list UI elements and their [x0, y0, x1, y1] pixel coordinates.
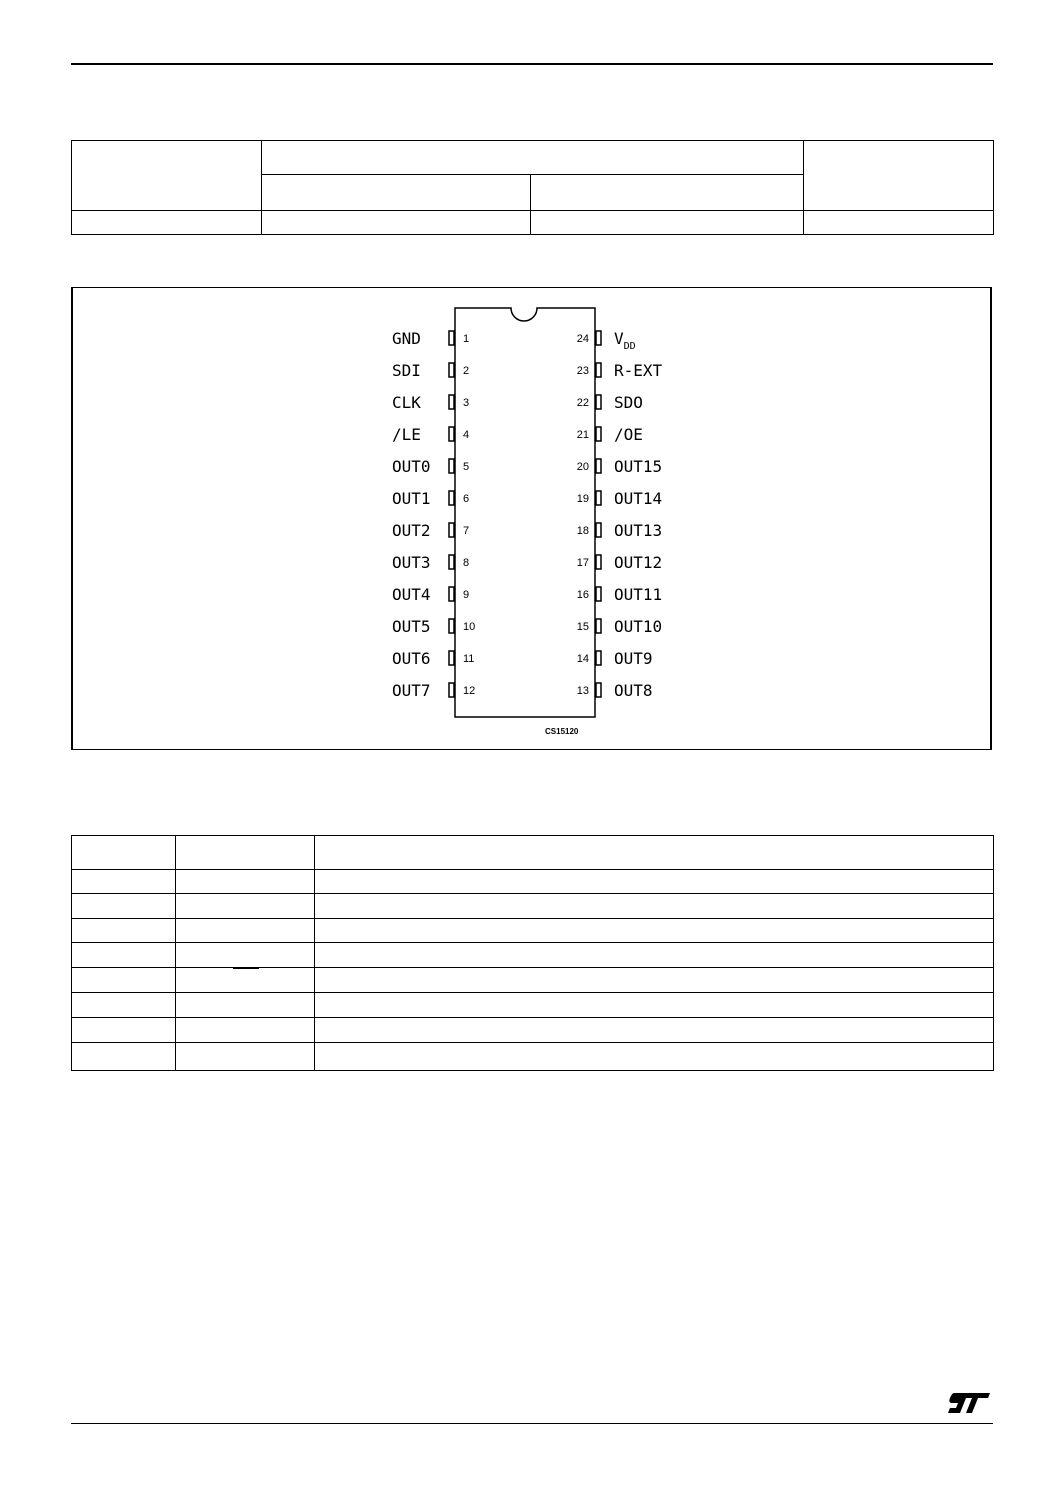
pin-number-label: 7 [463, 525, 470, 537]
overline-mark [233, 967, 259, 969]
pin-lead [596, 395, 601, 409]
table-cell [315, 894, 994, 919]
table-cell [315, 1018, 994, 1043]
pin-11 [392, 649, 474, 668]
table-cell [72, 1018, 176, 1043]
pin-3 [392, 393, 469, 412]
pin-5 [392, 457, 469, 476]
pin-12 [392, 681, 475, 700]
pin-18 [577, 521, 662, 540]
pin-number-label: 13 [576, 685, 589, 697]
table-cell [72, 836, 176, 870]
pin-4 [392, 425, 469, 444]
pin-name-label: OUT1 [392, 489, 431, 508]
table-cell [72, 968, 176, 993]
table-cell [315, 993, 994, 1018]
pin-name-label: OUT2 [392, 521, 431, 540]
pin-lead [596, 683, 601, 697]
pin-name-label: OUT4 [392, 585, 431, 604]
pin-name-label: /LE [392, 425, 421, 444]
table-cell [315, 836, 994, 870]
pin-name-main: V [614, 329, 624, 348]
pin-7 [392, 521, 469, 540]
table-row [72, 919, 994, 943]
pin-lead [449, 459, 454, 473]
pin-name-label [614, 393, 643, 412]
package-outline [455, 308, 595, 717]
pin-name-main: R-EXT [614, 361, 663, 380]
pin-lead [449, 651, 454, 665]
pin-name-label: CLK [392, 393, 421, 412]
table-row [72, 968, 994, 993]
pin-name-main: OUT14 [614, 489, 663, 508]
pin-lead [596, 459, 601, 473]
pin-name-main: OUT12 [614, 553, 663, 572]
table-row [72, 870, 994, 894]
pin-number-label: 23 [576, 365, 589, 377]
pin-name-label: OUT6 [392, 649, 431, 668]
pin-number-label: 14 [576, 653, 589, 665]
pin-lead [449, 491, 454, 505]
pin-name-label [614, 425, 643, 444]
pin-name-main: OUT10 [614, 617, 663, 636]
pin-lead [596, 555, 601, 569]
pin-9 [392, 585, 469, 604]
st-logo [946, 1391, 992, 1415]
pin-24 [577, 329, 636, 352]
table-cell [176, 870, 315, 894]
table-cell [176, 919, 315, 943]
left-pin-group [392, 329, 475, 700]
pin-lead [449, 363, 454, 377]
pin-lead [449, 619, 454, 633]
pin-1 [392, 329, 469, 348]
pin-lead [449, 395, 454, 409]
pin-number-label: 6 [463, 493, 470, 505]
pin-name-label: SDI [392, 361, 421, 380]
pin-14 [577, 649, 653, 668]
pin-6 [392, 489, 469, 508]
pin-name-label [614, 649, 653, 668]
pin-name-label [614, 617, 662, 636]
pin-13 [577, 681, 653, 700]
table-cell [72, 993, 176, 1018]
pin-number-label: 22 [576, 397, 589, 409]
pin-21 [577, 425, 643, 444]
footer-rule [71, 1423, 993, 1424]
pin-number-label: 12 [463, 685, 476, 697]
right-pin-group [577, 329, 663, 700]
pin-name-main: OUT11 [614, 585, 663, 604]
pin-8 [392, 553, 469, 572]
table-row [72, 836, 994, 870]
pin-name-label: GND [392, 329, 421, 348]
table-cell [176, 894, 315, 919]
pin-15 [577, 617, 662, 636]
table-row [72, 943, 994, 968]
pin-lead [449, 427, 454, 441]
pin-name-label [614, 521, 662, 540]
pin-lead [596, 619, 601, 633]
pin-17 [577, 553, 662, 572]
table-cell [315, 943, 994, 968]
table-row [72, 894, 994, 919]
pin-name-label [614, 489, 662, 508]
pin-number-label: 15 [576, 621, 589, 633]
pin-number-label: 9 [463, 589, 470, 601]
table-cell [72, 870, 176, 894]
table-cell [72, 943, 176, 968]
pin-lead [596, 427, 601, 441]
pin-lead [449, 683, 454, 697]
pin-name-label: OUT3 [392, 553, 431, 572]
pin-name-main: OUT15 [614, 457, 663, 476]
table-cell [176, 1018, 315, 1043]
pin-lead [449, 555, 454, 569]
pin-20 [577, 457, 662, 476]
table-cell [72, 1043, 176, 1071]
table-cell [315, 870, 994, 894]
pin-name-main: /OE [614, 425, 643, 444]
pin-19 [577, 489, 662, 508]
table-cell [315, 1043, 994, 1071]
pin-16 [577, 585, 662, 604]
table-cell [72, 919, 176, 943]
st-logo-mark [948, 1393, 990, 1413]
pin-name-main: SDO [614, 393, 643, 412]
pin-name-label [614, 681, 653, 700]
pin-2 [392, 361, 469, 380]
pin-number-label: 16 [576, 589, 589, 601]
pin-number-label: 17 [576, 557, 589, 569]
pin-number-label: 4 [463, 429, 470, 441]
pin-number-label: 10 [463, 621, 476, 633]
table-row [72, 1018, 994, 1043]
table-cell [315, 919, 994, 943]
pin-number-label: 2 [463, 365, 470, 377]
pin-name-label [614, 553, 662, 572]
pin-name-label: OUT0 [392, 457, 431, 476]
pin-number-label: 20 [576, 461, 589, 473]
table-cell [176, 968, 315, 993]
table-cell [176, 993, 315, 1018]
pin-10 [392, 617, 475, 636]
pin-number-label: 19 [576, 493, 589, 505]
table-cell [176, 836, 315, 870]
pin-name-main: OUT13 [614, 521, 663, 540]
pin-name-label [614, 361, 663, 380]
pin-name-label [614, 329, 636, 352]
figure-code: CS15120 [545, 727, 579, 736]
pin-number-label: 3 [463, 397, 470, 409]
pin-lead [596, 491, 601, 505]
table-cell [176, 943, 315, 968]
pin-lead [596, 331, 601, 345]
pin-lead [596, 523, 601, 537]
pin-number-label: 8 [463, 557, 470, 569]
pin-number-label: 5 [463, 461, 470, 473]
pin-lead [449, 331, 454, 345]
pin-23 [577, 361, 663, 380]
ic-package [455, 308, 595, 717]
pin-name-label [614, 457, 662, 476]
pin-number-label: 1 [463, 333, 470, 345]
pin-number-label: 11 [463, 653, 475, 665]
pin-lead [449, 523, 454, 537]
pin-lead [596, 587, 601, 601]
table-cell [72, 894, 176, 919]
table-cell [176, 1043, 315, 1071]
table-cell [315, 968, 994, 993]
pin-lead [449, 587, 454, 601]
pin-name-label [614, 585, 662, 604]
pin-name-main: OUT8 [614, 681, 653, 700]
pin-number-label: 24 [576, 333, 589, 345]
pin-22 [577, 393, 643, 412]
pin-description-table [71, 835, 994, 1071]
pin-number-label: 18 [576, 525, 589, 537]
table-row [72, 1043, 994, 1071]
pin-name-label: OUT5 [392, 617, 431, 636]
pin-lead [596, 651, 601, 665]
table-row [72, 993, 994, 1018]
pin-name-subscript: DD [623, 341, 636, 352]
pin-name-main: OUT9 [614, 649, 653, 668]
pin-name-label: OUT7 [392, 681, 431, 700]
pin-lead [596, 363, 601, 377]
pin-number-label: 21 [576, 429, 589, 441]
